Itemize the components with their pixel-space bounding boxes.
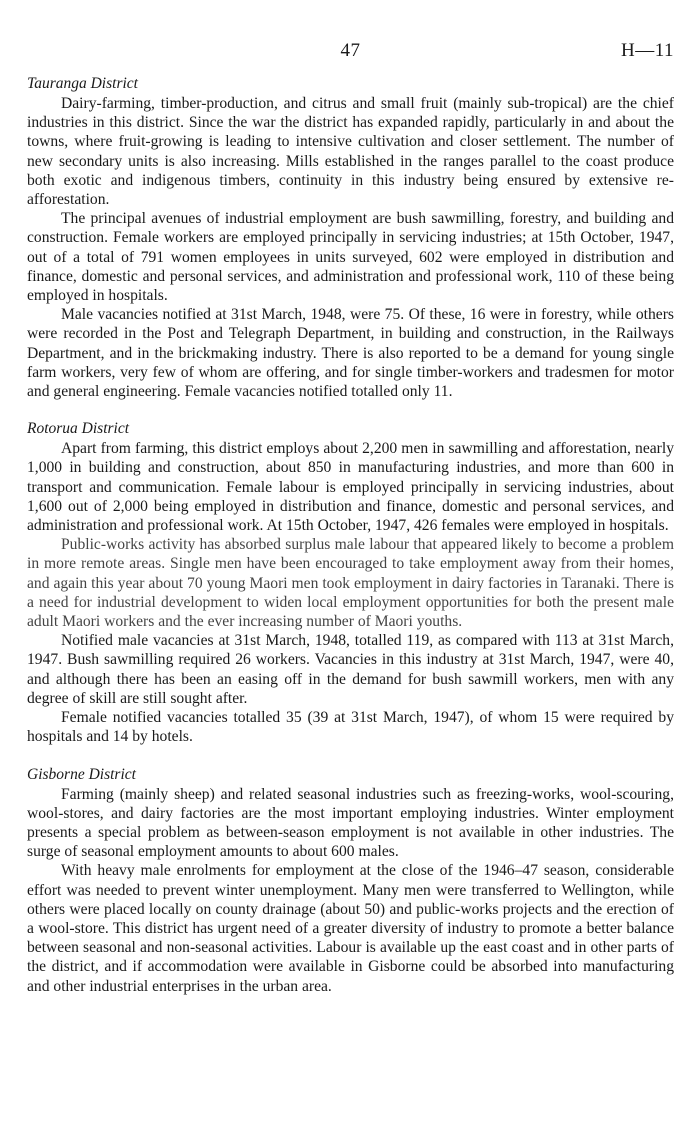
page-header	[27, 40, 674, 74]
paragraph: Notified male vacancies at 31st March, 1948, totalled 119, as compared with 113 at 31st March, 1947. Bush sawmilling required 26 workers. Vacancies in this industry at 31st March, 1947, were 40, and although there has been an easing off in the demand for bush sawmill workers, men with any degree of skill are still sought after.	[27, 632, 674, 707]
document-code: H—11	[620, 40, 674, 61]
paragraph: With heavy male enrolments for employment at the close of the 1946–47 season, considerable effort was needed to prevent winter unemployment. Many men were transferred to Wellington, while others were placed locally on county drainage (about 50) and public-works projects and the erection of a wool-store. This district has urgent need of a greater diversity of industry to promote a better balance between seasonal and non-seasonal activities. Labour is available up the east coast and in other parts of the district, and if accommodation were available in Gisborne could be absorbed into manufacturing and other industrial enterprises in the urban area.	[27, 862, 674, 995]
paragraph: Apart from farming, this district employs about 2,200 men in sawmilling and afforestation, nearly 1,000 in building and construction, about 850 in manufacturing industries, and more than 600 in transport and communication. Female labour is employed principally in servicing industries, about 1,600 out of 2,000 being employed in distribution and finance, domestic and personal services, and administration and professional work. At 15th October, 1947, 426 females were employed in hospitals.	[27, 440, 674, 535]
section-title: Tauranga District	[27, 75, 138, 92]
page-number: 47	[340, 40, 361, 61]
paragraph: The principal avenues of industrial employment are bush sawmilling, forestry, and building and construction. Female workers are employed principally in servicing industries; at 15th October, 1947, out of a total of 791 women employees in units surveyed, 602 were employed in distribution and finance, domestic and personal services, and administration and professional work, 110 of these being employed in hospitals.	[27, 210, 674, 305]
section-title: Rotorua District	[27, 420, 130, 438]
paragraph: Dairy-farming, timber-production, and citrus and small fruit (mainly sub-tropical) are the chief industries in this district. Since the war the district has expanded rapidly, particularly in and about the towns, where fruit-growing is leading to intensive cultivation and closer settlement. The number of new secondary units is also increasing. Mills established in the ranges parallel to the coast produce both exotic and indigenous timbers, continuity in this industry being ensured by extensive re-afforestation.	[27, 95, 674, 209]
paragraph: Female notified vacancies totalled 35 (39 at 31st March, 1947), of whom 15 were required by hospitals and 14 by hotels.	[27, 709, 674, 746]
paragraph: Public-works activity has absorbed surplus male labour that appeared likely to become a problem in more remote areas. Single men have been encouraged to take employment away from their homes, and again this year about 70 young Maori men took employment in dairy factories in Taranaki. There is a need for industrial development to widen local employment opportunities for both the present male adult Maori workers and the ever increasing number of Maori youths.	[27, 536, 674, 631]
document-page	[27, 40, 674, 996]
section-title: Gisborne District	[27, 765, 136, 783]
section-gisborne-district	[27, 765, 674, 996]
section-tauranga-district	[27, 74, 674, 401]
paragraph: Farming (mainly sheep) and related seasonal industries such as freezing-works, wool-scouring, wool-stores, and dairy factories are the most important employing industries. Winter employment presents a special problem as between-season employment is not available in other industries. The surge of seasonal employment amounts to about 600 males.	[27, 785, 674, 861]
section-rotorua-district	[27, 419, 674, 746]
paragraph: Male vacancies notified at 31st March, 1948, were 75. Of these, 16 were in forestry, while others were recorded in the Post and Telegraph Department, in building and construction, in the Railways Department, and in the brickmaking industry. There is also reported to be a demand for young single farm workers, very few of whom are offering, and for single timber-workers and tradesmen for motor and general engineering. Female vacancies notified totalled only 11.	[27, 306, 674, 401]
